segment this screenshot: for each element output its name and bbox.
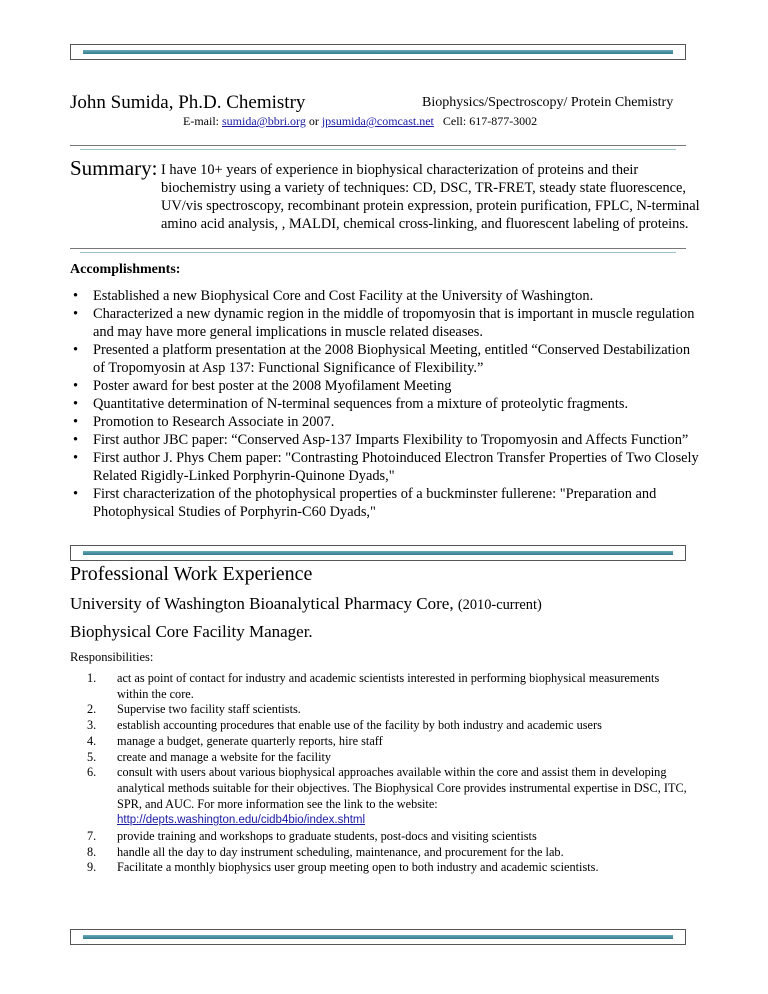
job-title: Biophysical Core Facility Manager. (70, 622, 313, 641)
responsibility-text: Facilitate a monthly biophysics user group meeting open to both industry and academic scientists. (117, 860, 599, 875)
bullet-marker: • (73, 288, 79, 304)
accomplishment-item (70, 287, 700, 305)
summary-label: Summary: (70, 156, 158, 180)
or-text: or (308, 114, 319, 128)
responsibility-number: 8. (87, 844, 97, 859)
accomplishment-text: Characterized a new dynamic region in the middle of tropomyosin that is important in muscle regulation and may have more general implications in muscle related diseases. (93, 306, 695, 340)
middle-divider (70, 545, 686, 561)
accomplishment-text: First author JBC paper: “Conserved Asp-137 Imparts Flexibility to Tropomyosin and Affects Function” (93, 432, 689, 448)
email-link-primary[interactable]: sumida@bbri.org (222, 114, 306, 128)
responsibility-item (70, 734, 690, 750)
accomplishment-item (70, 377, 700, 395)
accomplishment-item (70, 431, 700, 449)
bullet-marker: • (73, 342, 79, 358)
website-link[interactable]: http://depts.washington.edu/cidb4bio/index.shtml (117, 814, 366, 827)
accomplishment-item (70, 395, 700, 413)
responsibility-item (70, 765, 690, 829)
responsibility-item (70, 750, 690, 766)
cell-phone: Cell: 617-877-3002 (442, 114, 538, 128)
responsibility-text: establish accounting procedures that enable use of the facility by both industry and academic users (117, 718, 602, 733)
responsibility-item (70, 829, 690, 845)
accomplishment-item (70, 341, 700, 377)
email-link-secondary[interactable]: jpsumida@comcast.net (321, 114, 434, 128)
responsibility-text: manage a budget, generate quarterly reports, hire staff (117, 733, 383, 748)
responsibility-number: 5. (87, 749, 97, 764)
bullet-marker: • (73, 486, 79, 502)
accomplishment-text: Presented a platform presentation at the 2008 Biophysical Meeting, entitled “Conserved Destabilization of Tropomyosin at Asp 137: Functional Significance of Flexibility.” (93, 342, 691, 376)
responsibility-text: consult with users about various biophysical approaches available within the core and assist them in developing analytical methods suitable for their objectives. The Biophysical Core provides instrumental expertise in DSC, ITC, SPR, and AUC. For more information see the link to the website: (117, 765, 687, 811)
accomplishment-text: Quantitative determination of N-terminal sequences from a mixture of proteolytic fragments. (93, 396, 629, 412)
accomplishments-title: Accomplishments: (70, 262, 181, 277)
responsibility-text: create and manage a website for the facility (117, 749, 332, 764)
bullet-marker: • (73, 396, 79, 412)
responsibilities-label: Responsibilities: (70, 650, 154, 664)
responsibility-text: act as point of contact for industry and academic scientists interested in performing biophysical measurements within the core. (117, 671, 660, 701)
email-label: E-mail: (183, 114, 219, 128)
bullet-marker: • (73, 414, 79, 430)
responsibility-item (70, 718, 690, 734)
responsibility-number: 1. (87, 671, 97, 685)
accomplishment-item (70, 449, 700, 485)
header-rule (70, 145, 686, 146)
candidate-name: John Sumida, Ph.D. Chemistry (70, 92, 306, 113)
specialty-fields: Biophysics/Spectroscopy/ Protein Chemistry (422, 95, 674, 110)
accomplishment-text: First author J. Phys Chem paper: "Contrasting Photoinduced Electron Transfer Properties of Two Closely Related Rigidly-Linked Porphyrin-Quinone Dyads," (93, 450, 699, 484)
summary-text: I have 10+ years of experience in biophysical characterization of proteins and their biochemistry using a variety of techniques: CD, DSC, TR-FRET, steady state fluorescence, UV/vis spectroscopy, recombinant protein expression, protein purification, FPLC, N-terminal amino acid analysis, , MALDI, chemical cross-linking, and fluorescent labeling of proteins. (161, 162, 700, 232)
responsibility-number: 2. (87, 702, 97, 717)
employment-dates: (2010-current) (457, 597, 542, 613)
responsibility-number: 3. (87, 718, 97, 733)
accomplishment-item (70, 413, 700, 431)
bullet-marker: • (73, 306, 79, 322)
accomplishment-text: Established a new Biophysical Core and Cost Facility at the University of Washington. (93, 288, 594, 304)
accomplishment-item (70, 305, 700, 341)
bullet-marker: • (73, 432, 79, 448)
accomplishment-text: Poster award for best poster at the 2008 Myofilament Meeting (93, 378, 452, 394)
contact-line (183, 114, 537, 129)
summary-rule (70, 248, 686, 249)
top-divider (70, 44, 686, 60)
responsibility-number: 4. (87, 733, 97, 748)
responsibility-text: Supervise two facility staff scientists. (117, 702, 301, 717)
bullet-marker: • (73, 450, 79, 466)
accomplishment-text: First characterization of the photophysical properties of a buckminster fullerene: "Preparation and Photophysical Studies of Porphyrin-C60 Dyads," (93, 486, 657, 520)
responsibilities-list (70, 671, 690, 876)
responsibility-text: handle all the day to day instrument scheduling, maintenance, and procurement for the lab. (117, 844, 564, 859)
employer-line (70, 594, 542, 614)
accomplishments-list (70, 287, 700, 521)
accomplishment-item (70, 485, 700, 521)
responsibility-number: 7. (87, 829, 97, 844)
responsibility-item (70, 671, 690, 702)
responsibility-item (70, 702, 690, 718)
responsibility-number: 6. (87, 765, 97, 780)
experience-title: Professional Work Experience (70, 563, 313, 585)
responsibility-item (70, 860, 690, 876)
bullet-marker: • (73, 378, 79, 394)
employer-name: University of Washington Bioanalytical Pharmacy Core, (70, 594, 454, 613)
responsibility-number: 9. (87, 860, 97, 875)
accomplishment-text: Promotion to Research Associate in 2007. (93, 414, 335, 430)
bottom-divider (70, 929, 686, 945)
responsibility-text: provide training and workshops to graduate students, post-docs and visiting scientists (117, 829, 537, 844)
responsibility-item (70, 845, 690, 861)
